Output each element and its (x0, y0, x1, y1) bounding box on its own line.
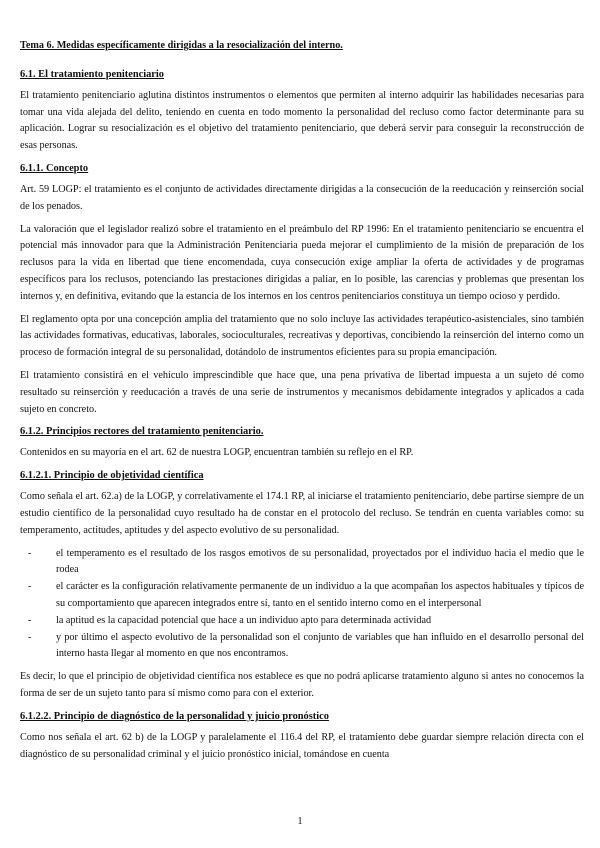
section-heading: 6.1.2.1. Principio de objetividad científica (20, 470, 204, 482)
paragraph: Como señala el art. 62.a) de la LOGP, y correlativamente el 174.1 RP, al iniciarse el tratamiento penitenciario, debe partirse siempre de un estudio científico de la personalidad cuyo resultado ha de constar en el protocolo del recluso. Se tendrán en cuenta variables como: su temperamento, actitudes, aptitudes y del aspecto evolutivo de su personalidad. (20, 491, 584, 536)
document-page (20, 38, 584, 769)
section-diagnostico (20, 709, 584, 764)
section-concepto (20, 161, 584, 418)
paragraph: Art. 59 LOGP: el tratamiento es el conjunto de actividades directamente dirigidas a la consecución de la reeducación y reinserción social de los penados. (20, 183, 584, 212)
list-item: - el carácter es la configuración relativamente permanente de un individuo a la que acompañan los aspectos habituales y típicos de su comportamiento que aparecen integrados entre sí, tanto en el sentido interno como en el interpersonal (56, 579, 584, 613)
paragraph: El tratamiento consistirá en el vehículo imprescindible que hace que, una pena privativa de libertad impuesta a un sujeto dé como resultado su reinserción y reeducación a través de una serie de instrumentos y mecanismos debidamente integrados y aplicados a cada sujeto en concreto. (20, 369, 584, 415)
list-item: - el temperamento es el resultado de los rasgos emotivos de su personalidad, proyectados por el individuo hacia el medio que le rodea (56, 546, 584, 580)
paragraph: Como nos señala el art. 62 b) de la LOGP y paralelamente el 116.4 del RP, el tratamiento debe guardar siempre relación directa con el diagnóstico de su personalidad criminal y el juicio pronóstico inicial, tomándose en cuenta (20, 731, 584, 760)
section-heading: 6.1.1. Concepto (20, 162, 89, 174)
bullet-list (20, 546, 584, 664)
paragraph: Es decir, lo que el principio de objetividad científica nos establece es que no podrá aplicarse tratamiento alguno si antes no conocemos la forma de ser de un sujeto tanto para sí mismo como para con el exterior. (20, 671, 584, 699)
document-title: Tema 6. Medidas específicamente dirigidas a la resocialización del interno. (20, 40, 343, 51)
section-principios (20, 424, 584, 462)
page-number: 1 (297, 816, 303, 827)
section-heading: 6.1.2.2. Principio de diagnóstico de la personalidad y juicio pronóstico (20, 710, 329, 722)
paragraph: Contenidos en su mayoría en el art. 62 de nuestra LOGP, encuentran también su reflejo en el RP. (20, 447, 414, 459)
section-heading: 6.1.2. Principios rectores del tratamiento penitenciario. (20, 426, 264, 438)
paragraph: El reglamento opta por una concepción amplia del tratamiento que no solo incluye las actividades terapéutico-asistenciales, sino también las actividades formativas, educativas, laborales, socioculturales, recreativas y deportivas, concibiendo la reinserción del interno como un proceso de formación integral de su personalidad, dotándolo de instrumentos eficientes para su propia emancipación. (20, 313, 584, 359)
paragraph: El tratamiento penitenciario aglutina distintos instrumentos o elementos que permiten al interno adquirir las habilidades necesarias para tomar una vida alejada del delito, teniendo en cuenta en todo momento la personalidad del recluso como factor determinante para su aplicación. Lograr su resocialización es el objetivo del tratamiento penitenciario, que deberá servir para conseguir la reconstrucción de esas personas. (20, 89, 584, 152)
section-tratamiento (20, 67, 584, 155)
section-heading: 6.1. El tratamiento penitenciario (20, 68, 165, 80)
section-objetividad (20, 468, 584, 703)
list-item: - y por último el aspecto evolutivo de la personalidad son el conjunto de variables que han influido en el desarrollo personal del interno hasta llegar al momento en que nos encontramos. (56, 630, 584, 664)
paragraph: La valoración que el legislador realizó sobre el tratamiento en el preámbulo del RP 1996: En el tratamiento penitenciario se encuentra el potencial más innovador para que la Administración Penitenciaria pueda mejorar el cumplimiento de la misión de preparación de los reclusos para la vida en libertad que tiene encomendada, cuya consecución exige ampliar la oferta de actividades y de programas específicos para los reclusos, potenciando las prestaciones dirigidas a paliar, en lo posible, las carencias y problemas que presentan los internos y, en definitiva, evitando que la estancia de los internos en los centros penitenciarios constituya un tiempo ocioso y perdido. (20, 223, 584, 302)
list-item: - la aptitud es la capacidad potencial que hace a un individuo apto para determinada actividad (56, 613, 584, 630)
